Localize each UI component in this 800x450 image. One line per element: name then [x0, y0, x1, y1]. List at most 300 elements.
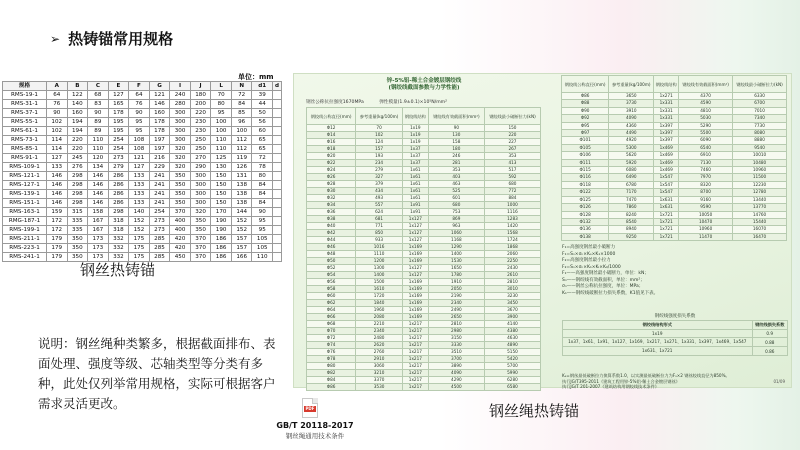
strand-cell: 1x61: [402, 167, 428, 174]
coef-row: [563, 338, 788, 347]
spec-cell: 286: [108, 181, 129, 190]
strand-cell: 6910: [679, 152, 733, 159]
spec-cell: 108: [129, 145, 150, 154]
spec-cell: 90: [129, 109, 150, 118]
label-wire-rope-hot-cast-anchor: 钢丝绳热铸锚: [489, 402, 580, 420]
spec-cell: 254: [149, 208, 170, 217]
strand-cell: Φ72: [307, 335, 356, 342]
spec-cell: 130: [211, 163, 232, 172]
strand-cell: Φ122: [562, 189, 609, 196]
formula-block: [562, 245, 788, 297]
spec-cell: 175: [129, 253, 150, 262]
strand-cell: 1200: [356, 258, 403, 265]
spec-row: [3, 136, 282, 145]
bottom-note-2: 执行JG/T395-2011《建筑工程用锌-5%铝-稀土合金镀层钢丝》: [562, 378, 680, 384]
strand-row: [307, 160, 541, 167]
spec-cell: 85: [231, 109, 252, 118]
strand-cell: Φ86: [562, 93, 609, 100]
spec-cell: 157: [231, 244, 252, 253]
strand-cell: 1x721: [654, 233, 679, 240]
spec-row: [3, 208, 282, 217]
strand-cell: 2060: [484, 251, 540, 258]
spec-row: [3, 244, 282, 253]
strand-row: [307, 237, 541, 244]
column-header: 钢绞线结构形式: [563, 321, 753, 330]
strand-row: [562, 226, 787, 233]
spec-cell: [273, 172, 282, 181]
spec-cell: 121: [129, 154, 150, 163]
strand-row: [562, 204, 787, 211]
strand-cell: 933: [356, 237, 403, 244]
strand-cell: 1x217: [402, 356, 428, 363]
strand-cell: 1x217: [402, 328, 428, 335]
strand-cell: 1x169: [402, 244, 428, 251]
column-header: 规格: [3, 82, 47, 91]
spec-cell: 121: [149, 91, 170, 100]
strand-cell: 1x721: [654, 226, 679, 233]
strand-cell: 557: [356, 202, 403, 209]
spec-cell: [273, 91, 282, 100]
spec-cell: 298: [108, 208, 129, 217]
spec-cell: RMS-31-1: [3, 100, 47, 109]
strand-cell: Φ52: [307, 265, 356, 272]
strand-cell: 8880: [733, 137, 787, 144]
spec-cell: RMS-109-1: [3, 163, 47, 172]
column-header: E: [108, 82, 129, 91]
strand-table-left-body: [307, 125, 541, 391]
strand-row: [562, 167, 787, 174]
strand-cell: 6090: [679, 137, 733, 144]
spec-cell: 300: [190, 172, 211, 181]
spec-cell: 126: [231, 163, 252, 172]
spec-cell: 173: [88, 253, 109, 262]
strand-cell: 3650: [609, 93, 654, 100]
standard-code[interactable]: GB/T 20118-2017: [276, 421, 354, 430]
spec-cell: 84: [252, 199, 273, 208]
strand-cell: 2050: [428, 286, 484, 293]
strand-cell: 4380: [484, 328, 540, 335]
strand-cell: 2810: [428, 321, 484, 328]
column-header: d1: [252, 82, 273, 91]
pdf-tag: PDF: [305, 406, 315, 411]
spec-cell: 80: [211, 100, 232, 109]
strand-cell: 13440: [733, 196, 787, 203]
strand-cell: 1x331: [654, 115, 679, 122]
strand-row: [307, 216, 541, 223]
spec-cell: [273, 181, 282, 190]
spec-cell: 195: [108, 118, 129, 127]
strand-cell: Φ132: [562, 218, 609, 225]
strand-cell: Φ44: [307, 237, 356, 244]
spec-cell: 157: [231, 235, 252, 244]
strand-cell: 8940: [609, 226, 654, 233]
strand-cell: 1x169: [402, 300, 428, 307]
strand-cell: 12230: [733, 181, 787, 188]
strand-cell: 8240: [609, 211, 654, 218]
strand-row: [307, 125, 541, 132]
spec-table: [2, 81, 282, 262]
strand-cell: 4090: [428, 370, 484, 377]
spec-cell: 194: [67, 127, 88, 136]
strand-cell: 279: [356, 167, 403, 174]
strand-cell: Φ26: [307, 174, 356, 181]
spec-cell: 254: [108, 145, 129, 154]
spec-cell: 127: [129, 163, 150, 172]
spec-cell: 166: [231, 253, 252, 262]
strand-cell: 150: [484, 125, 540, 132]
strand-cell: 681: [356, 216, 403, 223]
spec-cell: 133: [129, 190, 150, 199]
spec-cell: 298: [67, 190, 88, 199]
strand-cell: 1x127: [402, 230, 428, 237]
strand-cell: 10480: [733, 159, 787, 166]
strand-cell: Φ68: [307, 321, 356, 328]
strand-cell: 5990: [484, 370, 540, 377]
spec-cell: 138: [231, 199, 252, 208]
spec-cell: 105: [252, 235, 273, 244]
strand-row: [307, 342, 541, 349]
coef-cell: 1x19: [563, 330, 753, 338]
strand-cell: 1x61: [402, 181, 428, 188]
strand-cell: 1x169: [402, 251, 428, 258]
strand-cell: 1x547: [654, 181, 679, 188]
spec-cell: 160: [149, 109, 170, 118]
spec-cell: 133: [47, 163, 68, 172]
strand-cell: 4590: [679, 100, 733, 107]
strand-cell: 3890: [428, 363, 484, 370]
strand-cell: 4140: [484, 321, 540, 328]
spec-cell: 190: [211, 226, 232, 235]
spec-cell: 400: [170, 226, 191, 235]
coef-table: [562, 320, 788, 356]
strand-cell: Φ78: [307, 356, 356, 363]
strand-cell: 5500: [679, 130, 733, 137]
spec-cell: [273, 244, 282, 253]
spec-cell: 65: [252, 145, 273, 154]
strand-cell: Φ34: [307, 202, 356, 209]
strand-cell: 592: [484, 174, 540, 181]
strand-row: [562, 152, 787, 159]
strand-cell: 1610: [356, 286, 403, 293]
strand-cell: Φ14: [307, 132, 356, 139]
spec-row: [3, 127, 282, 136]
spec-cell: 220: [190, 109, 211, 118]
strand-row: [307, 181, 541, 188]
pdf-file-icon[interactable]: [302, 398, 318, 418]
strand-cell: 525: [428, 188, 484, 195]
strand-cell: 1x217: [402, 363, 428, 370]
column-header: 参考重量(kg/100m): [609, 76, 654, 93]
strand-cell: 1168: [428, 237, 484, 244]
spec-cell: [273, 109, 282, 118]
strand-cell: 1x19: [402, 139, 428, 146]
cond-strength: 钢丝公称抗拉强度1670MPa: [306, 100, 364, 105]
strand-cell: Φ105: [562, 144, 609, 151]
strand-cell: 157: [356, 146, 403, 153]
spec-cell: 140: [129, 208, 150, 217]
spec-cell: 150: [211, 181, 232, 190]
spec-cell: RMS-61-1: [3, 127, 47, 136]
coef-row: [563, 347, 788, 356]
strand-cell: 1016: [356, 244, 403, 251]
strand-cell: 16070: [733, 226, 787, 233]
spec-cell: [273, 208, 282, 217]
strand-row: [307, 258, 541, 265]
spec-cell: 146: [47, 199, 68, 208]
spec-cell: 125: [211, 154, 232, 163]
strand-cell: 3210: [356, 370, 403, 377]
strand-row: [307, 230, 541, 237]
strand-cell: 2910: [356, 356, 403, 363]
strand-cell: 9590: [679, 204, 733, 211]
strand-cell: 2250: [484, 258, 540, 265]
strand-cell: Φ80: [307, 363, 356, 370]
strand-cell: 1568: [484, 230, 540, 237]
coef-title: 钢绞线强度损失系数: [654, 314, 696, 319]
spec-cell: 72: [231, 91, 252, 100]
strand-cell: 1x169: [402, 258, 428, 265]
strand-cell: 4630: [484, 335, 540, 342]
strand-cell: 850: [356, 230, 403, 237]
spec-cell: 170: [211, 208, 232, 217]
strand-cell: 434: [356, 188, 403, 195]
strand-cell: 1110: [356, 251, 403, 258]
strand-row: [562, 107, 787, 114]
spec-cell: 273: [149, 217, 170, 226]
strand-cell: Φ54: [307, 272, 356, 279]
spec-cell: [273, 217, 282, 226]
spec-cell: 300: [190, 181, 211, 190]
strand-cell: 10960: [679, 226, 733, 233]
spec-row: [3, 235, 282, 244]
spec-cell: 300: [170, 109, 191, 118]
spec-cell: 102: [47, 127, 68, 136]
spec-cell: RMS-151-1: [3, 199, 47, 208]
strand-cell: 3670: [484, 307, 540, 314]
spec-cell: [273, 127, 282, 136]
spec-cell: 172: [47, 226, 68, 235]
strand-cell: Φ101: [562, 137, 609, 144]
spec-cell: 127: [108, 91, 129, 100]
spec-cell: RMS-241-1: [3, 253, 47, 262]
column-header: 钢绞线公称直径(mm): [562, 76, 609, 93]
strand-cell: 5920: [609, 159, 654, 166]
strand-row: [562, 174, 787, 181]
strand-row: [307, 223, 541, 230]
strand-cell: 624: [356, 209, 403, 216]
spec-cell: 150: [211, 190, 232, 199]
strand-row: [562, 181, 787, 188]
strand-cell: 3330: [428, 342, 484, 349]
spec-cell: 112: [231, 136, 252, 145]
spec-cell: 65: [252, 136, 273, 145]
strand-cell: 11500: [733, 174, 787, 181]
strand-cell: 3900: [484, 314, 540, 321]
column-header: 钢绞线结构: [402, 108, 428, 125]
strand-cell: 1x127: [402, 223, 428, 230]
spec-cell: 370: [190, 244, 211, 253]
strand-cell: 10010: [733, 152, 787, 159]
strand-row: [307, 132, 541, 139]
page-number: 01/09: [773, 379, 785, 384]
spec-cell: 350: [170, 172, 191, 181]
strand-cell: 4810: [679, 107, 733, 114]
strand-cell: Φ118: [562, 181, 609, 188]
strand-cell: 10960: [733, 167, 787, 174]
strand-cell: 379: [356, 181, 403, 188]
strand-cell: 1x37: [402, 153, 428, 160]
strand-cell: Φ82: [307, 370, 356, 377]
strand-cell: 7970: [679, 174, 733, 181]
spec-cell: 122: [67, 91, 88, 100]
spec-cell: 175: [129, 235, 150, 244]
column-header: 钢绞线损失系数: [752, 321, 787, 330]
spec-cell: 56: [252, 118, 273, 127]
spec-cell: 220: [67, 136, 88, 145]
spec-cell: 173: [88, 244, 109, 253]
strand-cell: Φ74: [307, 342, 356, 349]
strand-cell: 1x127: [402, 272, 428, 279]
strand-cell: 6780: [609, 181, 654, 188]
formula-line: Sₙ——钢绞线有效截面积，单位：mm²；: [562, 277, 645, 283]
strand-cell: 5620: [609, 152, 654, 159]
spec-row: [3, 226, 282, 235]
strand-row: [562, 211, 787, 218]
strand-cell: 124: [356, 139, 403, 146]
strand-row: [562, 196, 787, 203]
strand-cell: 1x469: [654, 167, 679, 174]
spec-cell: 133: [129, 199, 150, 208]
bottom-note-3: 执行JG/T 201-2007《建筑结构用钢绞线技术条件》: [562, 384, 659, 389]
spec-cell: 300: [170, 118, 191, 127]
spec-cell: 332: [108, 235, 129, 244]
panel-conditions: [306, 99, 541, 105]
strand-cell: Φ92: [562, 115, 609, 122]
strand-cell: 4500: [428, 384, 484, 391]
spec-cell: 318: [108, 217, 129, 226]
spec-cell: 450: [170, 253, 191, 262]
strand-cell: 4290: [428, 377, 484, 384]
strand-cell: 3060: [356, 363, 403, 370]
strand-row: [562, 144, 787, 151]
spec-cell: 350: [67, 244, 88, 253]
strand-cell: Φ125: [562, 196, 609, 203]
strand-cell: 1910: [428, 279, 484, 286]
strand-cell: 869: [428, 216, 484, 223]
spec-cell: 285: [149, 235, 170, 244]
strand-table-left-header: [307, 108, 541, 125]
strand-cell: Φ64: [307, 307, 356, 314]
strand-cell: 1x91: [402, 202, 428, 209]
strand-cell: Φ22: [307, 160, 356, 167]
spec-cell: 100: [231, 127, 252, 136]
strand-cell: 1724: [484, 237, 540, 244]
formula-line: σₙ——钢丝公称抗拉强度，单位：MPa；: [562, 284, 644, 289]
spec-cell: 350: [190, 217, 211, 226]
column-header: 钢绞线公称直径(mm): [307, 108, 356, 125]
strand-row: [307, 293, 541, 300]
spec-cell: 158: [88, 208, 109, 217]
strand-row: [562, 130, 787, 137]
arrow-right-icon: ➢: [50, 31, 61, 46]
spec-cell: 250: [190, 145, 211, 154]
strand-cell: 6540: [679, 144, 733, 151]
strand-cell: 234: [356, 160, 403, 167]
strand-cell: 10470: [679, 218, 733, 225]
panel-title-line1: 锌-5%铝-稀土合金镀层钢绞线: [386, 78, 462, 84]
unit-label: 单位：mm: [238, 73, 274, 81]
spec-cell: 110: [211, 145, 232, 154]
formula-line: K₁——钢绞线破断拉力损失系数，K1值见下表。: [562, 290, 659, 296]
spec-cell: 127: [47, 154, 68, 163]
strand-cell: 7860: [609, 204, 654, 211]
strand-cell: Φ12: [307, 125, 356, 132]
spec-row: [3, 163, 282, 172]
strand-row: [307, 363, 541, 370]
spec-cell: 83: [88, 100, 109, 109]
spec-row: [3, 154, 282, 163]
spec-cell: 90: [47, 109, 68, 118]
spec-cell: RMS-37-1: [3, 109, 47, 118]
strand-row: [562, 137, 787, 144]
strand-cell: Φ116: [562, 174, 609, 181]
spec-cell: 241: [149, 190, 170, 199]
strand-cell: 267: [484, 146, 540, 153]
spec-cell: 350: [190, 226, 211, 235]
spec-cell: 290: [190, 163, 211, 172]
strand-table-right-header: [562, 76, 787, 93]
strand-row: [307, 244, 541, 251]
strand-cell: 4370: [679, 93, 733, 100]
strand-cell: 9540: [733, 144, 787, 151]
strand-cell: 1400: [356, 272, 403, 279]
spec-cell: 230: [190, 118, 211, 127]
strand-cell: Φ62: [307, 300, 356, 307]
strand-cell: 1x127: [402, 237, 428, 244]
spec-cell: 138: [231, 190, 252, 199]
strand-cell: 8540: [609, 218, 654, 225]
coef-cell: 1x37、1x61、1x91、1x127、1x169、1x217、1x271、1x331、1x397、1x469、1x547: [563, 338, 753, 347]
spec-cell: 95: [252, 217, 273, 226]
spec-cell: RMS-19-1: [3, 91, 47, 100]
strand-cell: 1x547: [654, 174, 679, 181]
strand-row: [562, 159, 787, 166]
column-header: B: [67, 82, 88, 91]
spec-cell: 200: [190, 100, 211, 109]
strand-cell: 1x271: [654, 93, 679, 100]
coef-row: [563, 330, 788, 338]
strand-row: [307, 384, 541, 391]
spec-cell: 159: [47, 208, 68, 217]
spec-cell: 146: [88, 190, 109, 199]
spec-cell: 100: [211, 118, 232, 127]
spec-cell: [273, 136, 282, 145]
spec-cell: 320: [170, 145, 191, 154]
spec-cell: 273: [108, 154, 129, 163]
spec-row: [3, 172, 282, 181]
spec-cell: 146: [88, 199, 109, 208]
standard-name[interactable]: 钢丝绳通用技术条件: [285, 432, 345, 440]
strand-cell: 7010: [733, 107, 787, 114]
strand-cell: 3450: [484, 300, 540, 307]
strand-cell: 7470: [609, 196, 654, 203]
column-header: J: [190, 82, 211, 91]
strand-cell: 1x37: [402, 160, 428, 167]
strand-cell: 130: [428, 132, 484, 139]
strand-cell: Φ136: [562, 226, 609, 233]
spec-cell: 84: [252, 181, 273, 190]
strand-cell: 1960: [356, 307, 403, 314]
